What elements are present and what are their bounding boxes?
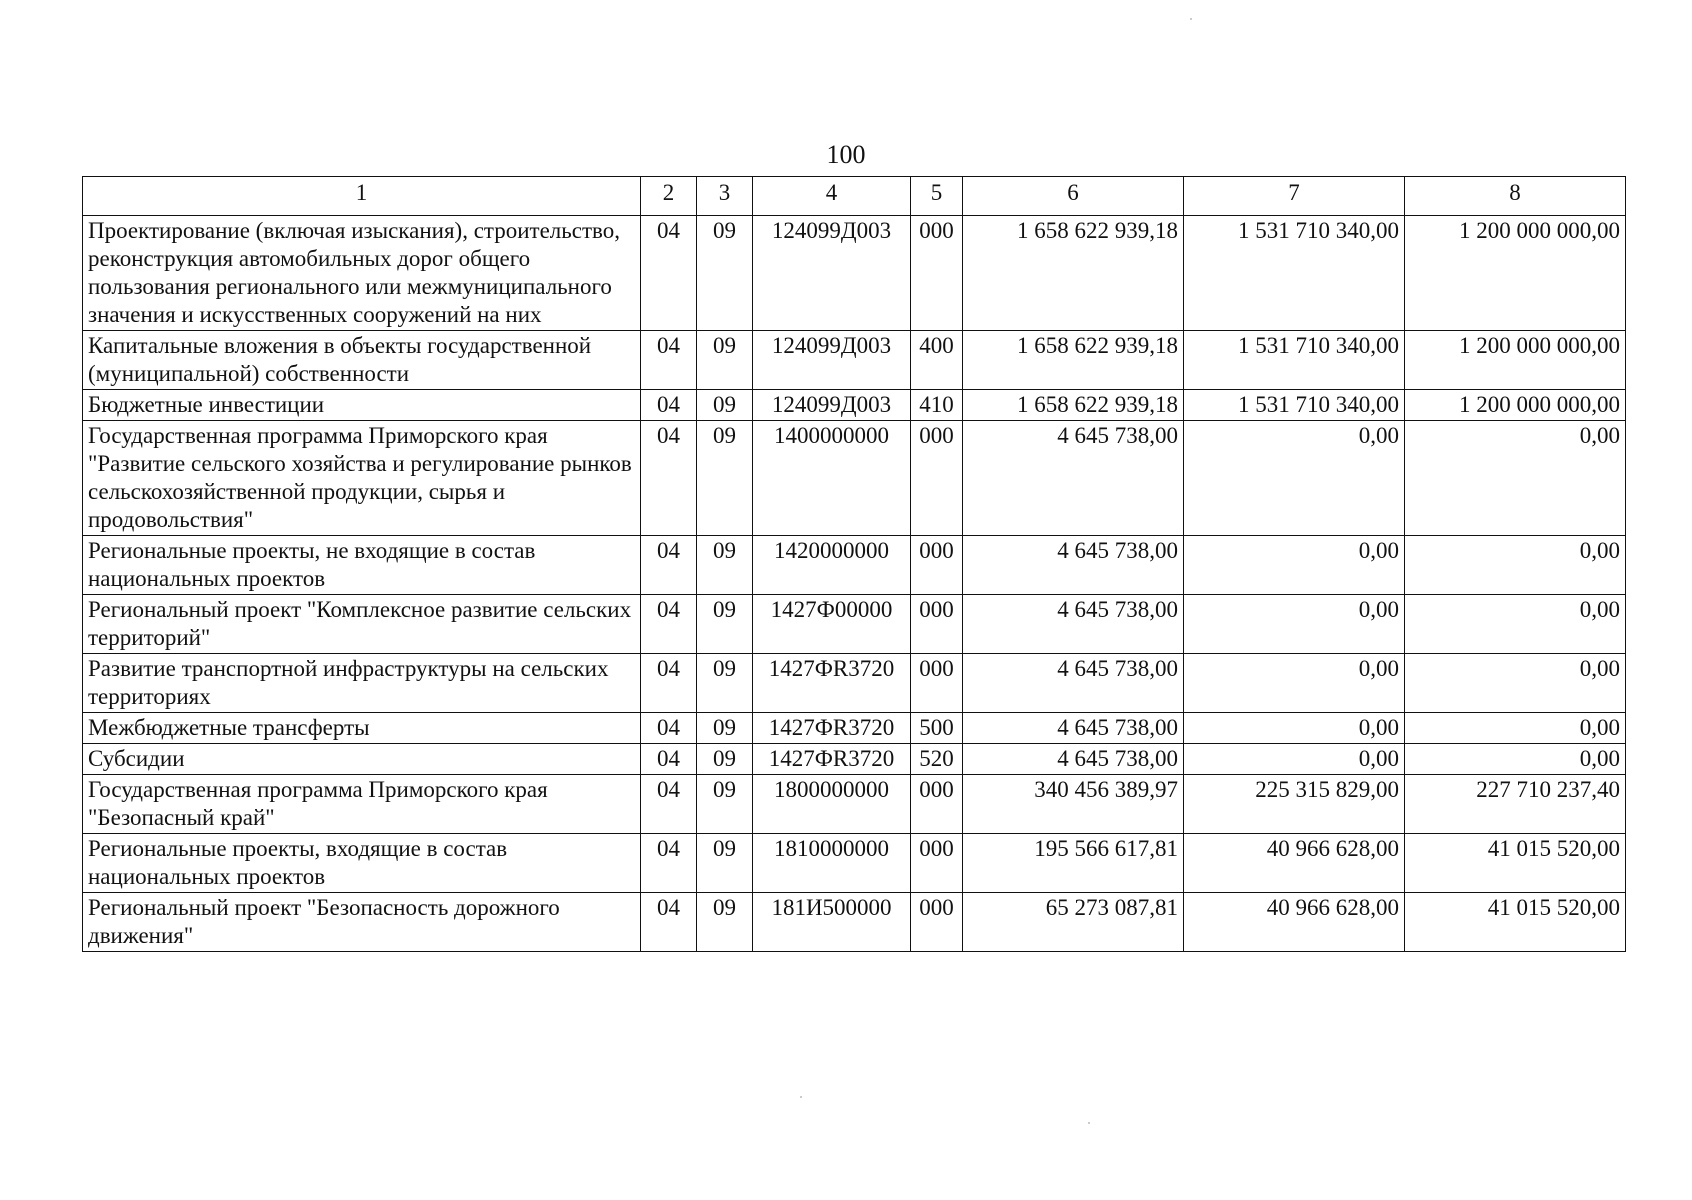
table-row	[83, 595, 1626, 654]
header-cell-6: 6	[963, 177, 1184, 216]
row-name: Субсидии	[83, 744, 641, 775]
row-amount-col6: 4 645 738,00	[963, 713, 1184, 744]
row-name: Государственная программа Приморского края "Развитие сельского хозяйства и регулирование рынков сельскохозяйственной продукции, сырья и продовольствия"	[83, 421, 641, 536]
row-amount-col6: 1 658 622 939,18	[963, 331, 1184, 390]
row-amount-col7: 0,00	[1184, 421, 1405, 536]
row-expense-type: 500	[911, 713, 963, 744]
table-row	[83, 893, 1626, 952]
row-subsection-code: 09	[697, 536, 753, 595]
row-subsection-code: 09	[697, 331, 753, 390]
row-section-code: 04	[641, 834, 697, 893]
row-section-code: 04	[641, 421, 697, 536]
table-row	[83, 216, 1626, 331]
row-amount-col8: 227 710 237,40	[1405, 775, 1626, 834]
row-amount-col8: 0,00	[1405, 595, 1626, 654]
row-amount-col7: 0,00	[1184, 744, 1405, 775]
row-section-code: 04	[641, 216, 697, 331]
table-row	[83, 775, 1626, 834]
scan-speck	[1088, 1122, 1090, 1124]
row-subsection-code: 09	[697, 216, 753, 331]
row-amount-col7: 40 966 628,00	[1184, 893, 1405, 952]
table-row	[83, 713, 1626, 744]
row-amount-col6: 4 645 738,00	[963, 421, 1184, 536]
row-amount-col7: 40 966 628,00	[1184, 834, 1405, 893]
scan-speck	[800, 1096, 802, 1098]
row-amount-col6: 4 645 738,00	[963, 654, 1184, 713]
row-name: Проектирование (включая изыскания), строительство, реконструкция автомобильных дорог общего пользования регионального или межмуниципального значения и искусственных сооружений на них	[83, 216, 641, 331]
row-section-code: 04	[641, 536, 697, 595]
row-section-code: 04	[641, 595, 697, 654]
row-name: Капитальные вложения в объекты государственной (муниципальной) собственности	[83, 331, 641, 390]
row-section-code: 04	[641, 654, 697, 713]
table-row	[83, 421, 1626, 536]
row-expense-type: 000	[911, 893, 963, 952]
row-name: Развитие транспортной инфраструктуры на сельских территориях	[83, 654, 641, 713]
row-section-code: 04	[641, 744, 697, 775]
table-row	[83, 390, 1626, 421]
row-amount-col8: 1 200 000 000,00	[1405, 331, 1626, 390]
header-cell-5: 5	[911, 177, 963, 216]
row-section-code: 04	[641, 331, 697, 390]
row-name: Региональный проект "Комплексное развитие сельских территорий"	[83, 595, 641, 654]
row-amount-col7: 0,00	[1184, 595, 1405, 654]
budget-table	[82, 176, 1626, 952]
row-subsection-code: 09	[697, 744, 753, 775]
row-target-article: 124099Д003	[753, 216, 911, 331]
row-expense-type: 000	[911, 216, 963, 331]
row-target-article: 1810000000	[753, 834, 911, 893]
row-section-code: 04	[641, 713, 697, 744]
row-amount-col6: 4 645 738,00	[963, 536, 1184, 595]
row-subsection-code: 09	[697, 595, 753, 654]
row-target-article: 124099Д003	[753, 331, 911, 390]
row-target-article: 1400000000	[753, 421, 911, 536]
header-cell-1: 1	[83, 177, 641, 216]
row-expense-type: 000	[911, 775, 963, 834]
row-expense-type: 520	[911, 744, 963, 775]
header-cell-4: 4	[753, 177, 911, 216]
row-name: Региональные проекты, входящие в состав национальных проектов	[83, 834, 641, 893]
row-name: Региональный проект "Безопасность дорожного движения"	[83, 893, 641, 952]
row-amount-col6: 340 456 389,97	[963, 775, 1184, 834]
row-amount-col7: 1 531 710 340,00	[1184, 216, 1405, 331]
row-expense-type: 400	[911, 331, 963, 390]
row-name: Государственная программа Приморского края "Безопасный край"	[83, 775, 641, 834]
row-section-code: 04	[641, 775, 697, 834]
row-amount-col7: 1 531 710 340,00	[1184, 390, 1405, 421]
row-subsection-code: 09	[697, 834, 753, 893]
row-expense-type: 000	[911, 654, 963, 713]
row-section-code: 04	[641, 893, 697, 952]
row-amount-col8: 41 015 520,00	[1405, 834, 1626, 893]
header-cell-8: 8	[1405, 177, 1626, 216]
row-amount-col7: 0,00	[1184, 654, 1405, 713]
row-expense-type: 000	[911, 421, 963, 536]
row-name: Бюджетные инвестиции	[83, 390, 641, 421]
row-amount-col8: 1 200 000 000,00	[1405, 216, 1626, 331]
header-cell-7: 7	[1184, 177, 1405, 216]
scan-speck	[1190, 18, 1192, 20]
table-row	[83, 834, 1626, 893]
row-amount-col8: 0,00	[1405, 713, 1626, 744]
table-row	[83, 744, 1626, 775]
row-amount-col6: 65 273 087,81	[963, 893, 1184, 952]
page-number: 100	[826, 140, 866, 169]
row-section-code: 04	[641, 390, 697, 421]
row-amount-col8: 1 200 000 000,00	[1405, 390, 1626, 421]
row-amount-col6: 195 566 617,81	[963, 834, 1184, 893]
header-cell-2: 2	[641, 177, 697, 216]
row-target-article: 181И500000	[753, 893, 911, 952]
row-amount-col7: 225 315 829,00	[1184, 775, 1405, 834]
row-subsection-code: 09	[697, 390, 753, 421]
table-row	[83, 654, 1626, 713]
row-amount-col8: 41 015 520,00	[1405, 893, 1626, 952]
row-amount-col6: 1 658 622 939,18	[963, 390, 1184, 421]
row-amount-col7: 1 531 710 340,00	[1184, 331, 1405, 390]
row-amount-col8: 0,00	[1405, 744, 1626, 775]
table-row	[83, 331, 1626, 390]
row-name: Региональные проекты, не входящие в состав национальных проектов	[83, 536, 641, 595]
row-amount-col6: 4 645 738,00	[963, 595, 1184, 654]
row-target-article: 1427ФR3720	[753, 713, 911, 744]
row-subsection-code: 09	[697, 775, 753, 834]
row-name: Межбюджетные трансферты	[83, 713, 641, 744]
row-expense-type: 000	[911, 536, 963, 595]
header-row	[83, 177, 1626, 216]
header-cell-3: 3	[697, 177, 753, 216]
row-amount-col8: 0,00	[1405, 654, 1626, 713]
row-target-article: 1420000000	[753, 536, 911, 595]
row-target-article: 124099Д003	[753, 390, 911, 421]
row-target-article: 1800000000	[753, 775, 911, 834]
row-target-article: 1427ФR3720	[753, 654, 911, 713]
row-amount-col8: 0,00	[1405, 536, 1626, 595]
row-subsection-code: 09	[697, 421, 753, 536]
row-amount-col7: 0,00	[1184, 536, 1405, 595]
row-expense-type: 410	[911, 390, 963, 421]
row-amount-col6: 1 658 622 939,18	[963, 216, 1184, 331]
row-amount-col6: 4 645 738,00	[963, 744, 1184, 775]
row-expense-type: 000	[911, 834, 963, 893]
table-row	[83, 536, 1626, 595]
row-subsection-code: 09	[697, 893, 753, 952]
row-target-article: 1427Ф00000	[753, 595, 911, 654]
row-expense-type: 000	[911, 595, 963, 654]
row-amount-col8: 0,00	[1405, 421, 1626, 536]
row-subsection-code: 09	[697, 713, 753, 744]
row-target-article: 1427ФR3720	[753, 744, 911, 775]
row-amount-col7: 0,00	[1184, 713, 1405, 744]
row-subsection-code: 09	[697, 654, 753, 713]
